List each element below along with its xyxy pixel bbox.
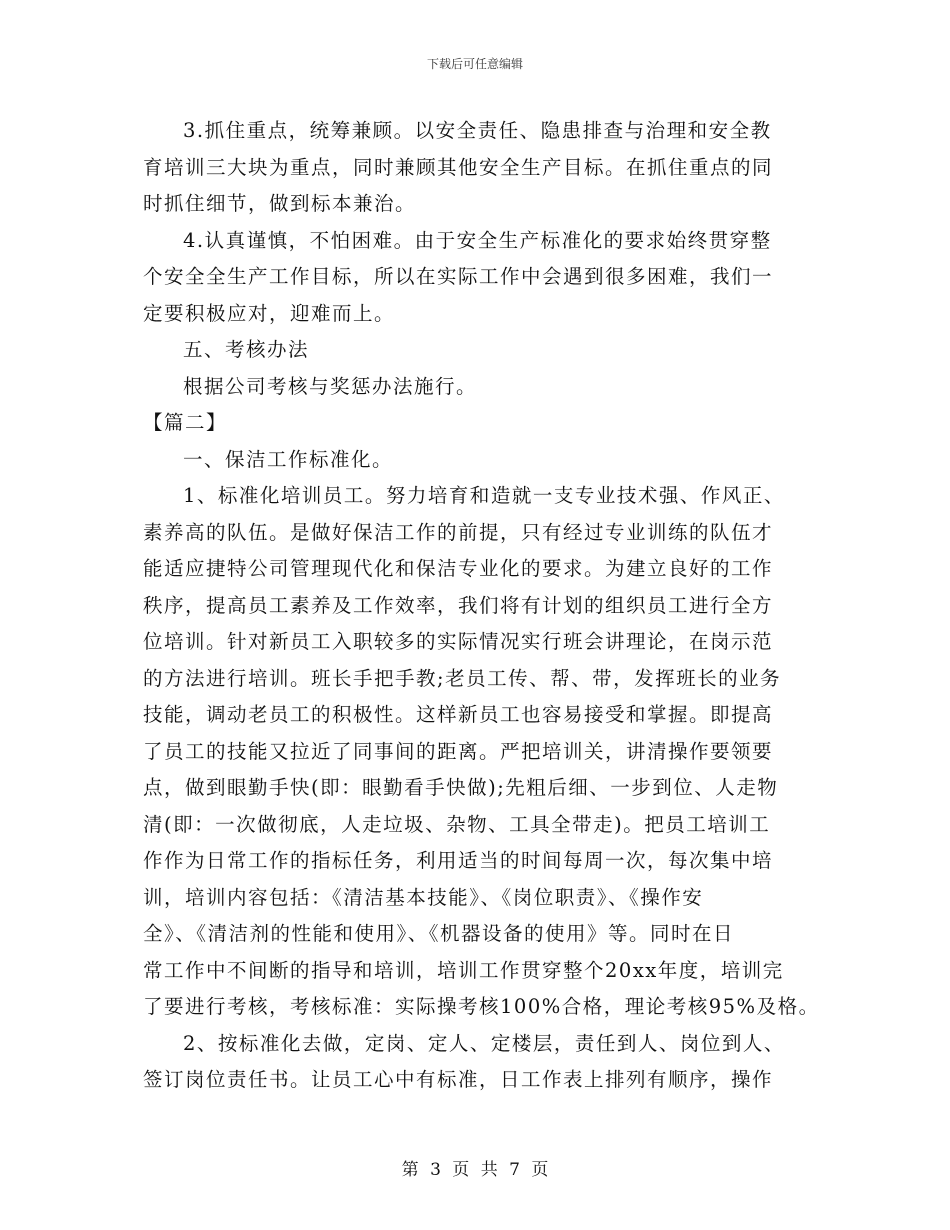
text-line: 位培训。针对新员工入职较多的实际情况实行班会讲理论，在岗示范 [143, 630, 774, 653]
page-number: 第 3 页 共 7 页 [401, 1160, 549, 1180]
text-line: 3.抓住重点，统筹兼顾。以安全责任、隐患排查与治理和安全教 [183, 119, 772, 142]
text-line: 作作为日常工作的指标任务，利用适当的时间每周一次，每次集中培 [143, 849, 774, 872]
text-line: 了要进行考核，考核标准：实际操考核100%合格，理论考核95%及格。 [143, 995, 820, 1018]
text-line: 素养高的队伍。是做好保洁工作的前提，只有经过专业训练的队伍才 [143, 520, 774, 544]
document-body [143, 113, 820, 1099]
text-line: 秩序，提高员工素养及工作效率，我们将有计划的组织员工进行全方 [143, 593, 774, 617]
text-line: 点，做到眼勤手快(即：眼勤看手快做);先粗后细、一步到位、人走物 [143, 776, 779, 799]
text-line: 训，培训内容包括：《清洁基本技能》、《岗位职责》、《操作安 [143, 885, 704, 909]
text-line: 定要积极应对，迎难而上。 [143, 301, 396, 325]
text-line: 的方法进行培训。班长手把手教;老员工传、帮、带，发挥班长的业务 [143, 666, 782, 690]
text-line: 2、按标准化去做，定岗、定人、定楼层，责任到人、岗位到人、 [183, 1031, 785, 1055]
text-line: 签订岗位责任书。让员工心中有标准，日工作表上排列有顺序，操作 [143, 1068, 774, 1091]
text-line: 清(即：一次做彻底，人走垃圾、杂物、工具全带走)。把员工培训工 [143, 812, 771, 836]
text-line: 了员工的技能又拉近了同事间的距离。严把培训关，讲清操作要领要 [143, 739, 774, 763]
section-heading: 一、保洁工作标准化。 [183, 447, 394, 471]
part-heading: 【篇二】 [143, 411, 228, 434]
text-line: 技能，调动老员工的积极性。这样新员工也容易接受和掌握。即提高 [143, 703, 774, 726]
text-line: 能适应捷特公司管理现代化和保洁专业化的要求。为建立良好的工作 [143, 557, 774, 580]
page-header: 下载后可任意编辑 [426, 57, 523, 71]
text-line: 育培训三大块为重点，同时兼顾其他安全生产目标。在抓住重点的同 [143, 155, 774, 179]
text-line: 全》、《清洁剂的性能和使用》、《机器设备的使用》等。同时在日 [143, 922, 735, 945]
text-line: 常工作中不间断的指导和培训，培训工作贯穿整个20xx年度，培训完 [143, 958, 784, 982]
text-line: 时抓住细节，做到标本兼治。 [143, 192, 417, 215]
text-line: 根据公司考核与奖惩办法施行。 [183, 374, 478, 398]
text-line: 个安全全生产工作目标，所以在实际工作中会遇到很多困难，我们一 [143, 265, 774, 288]
text-line: 1、标准化培训员工。努力培育和造就一支专业技术强、作风正、 [183, 484, 785, 507]
text-line: 4.认真谨慎，不怕困难。由于安全生产标准化的要求始终贯穿整 [183, 228, 772, 252]
section-heading: 五、考核办法 [183, 338, 310, 361]
